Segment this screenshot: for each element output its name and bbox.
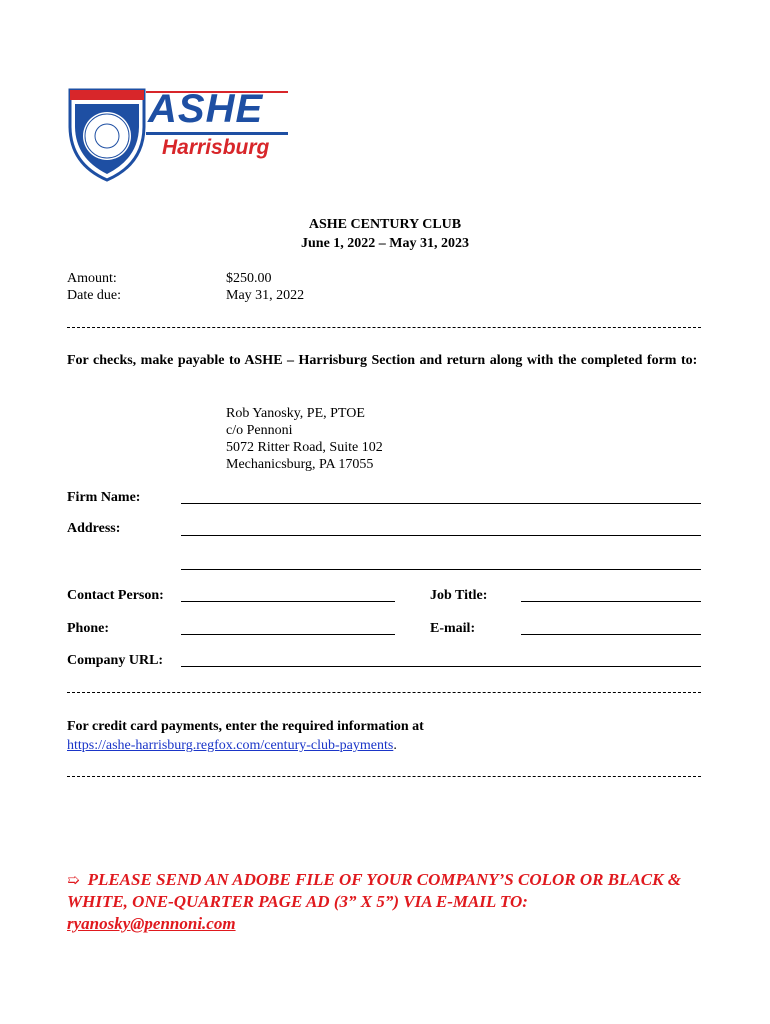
ad-notice xyxy=(67,869,717,935)
job-title-field[interactable] xyxy=(521,601,701,602)
payment-link[interactable]: https://ashe-harrisburg.regfox.com/century-club-payments xyxy=(67,738,394,753)
check-instructions: For checks, make payable to ASHE – Harrisburg Section and return along with the completed form to: xyxy=(67,353,698,368)
firm-name-field[interactable] xyxy=(181,503,701,504)
page-title: ASHE CENTURY CLUB xyxy=(308,217,462,232)
address-line: 5072 Ritter Road, Suite 102 xyxy=(226,440,383,455)
due-date-label: Date due: xyxy=(67,288,122,303)
amount-value: $250.00 xyxy=(226,271,272,286)
logo-acronym: ASHE xyxy=(148,87,264,131)
section-divider xyxy=(67,692,701,693)
ashe-logo xyxy=(66,86,290,182)
hand-pointing-icon: ➯ xyxy=(67,871,80,889)
credit-card-instructions: For credit card payments, enter the required information at xyxy=(67,719,424,734)
credit-card-link-row xyxy=(67,737,397,754)
amount-label: Amount: xyxy=(67,271,117,286)
due-date-value: May 31, 2022 xyxy=(226,288,305,303)
address-label: Address: xyxy=(67,521,121,536)
shield-seal-icon xyxy=(66,86,148,182)
mailing-address xyxy=(226,405,383,473)
address-line: Rob Yanosky, PE, PTOE xyxy=(226,406,365,421)
phone-field[interactable] xyxy=(181,634,395,635)
address-line: c/o Pennoni xyxy=(226,423,293,438)
company-url-field[interactable] xyxy=(181,666,701,667)
link-suffix: . xyxy=(393,738,397,753)
page-subtitle: June 1, 2022 – May 31, 2023 xyxy=(301,236,469,251)
address-field-line-2[interactable] xyxy=(181,569,701,570)
company-url-label: Company URL: xyxy=(67,653,164,668)
address-line: Mechanicsburg, PA 17055 xyxy=(226,457,374,472)
email-label: E-mail: xyxy=(430,621,476,636)
firm-name-label: Firm Name: xyxy=(67,490,141,505)
section-divider xyxy=(67,327,701,328)
contact-person-field[interactable] xyxy=(181,601,395,602)
section-divider xyxy=(67,776,701,777)
phone-label: Phone: xyxy=(67,621,109,636)
notice-email-link[interactable]: ryanosky@pennoni.com xyxy=(67,914,236,933)
ad-notice-text: PLEASE SEND AN ADOBE FILE OF YOUR COMPANY’S COLOR OR BLACK & WHITE, ONE-QUARTER PAGE AD (3” X 5”) VIA E-MAIL TO: xyxy=(67,870,681,911)
contact-person-label: Contact Person: xyxy=(67,588,164,603)
address-field-line-1[interactable] xyxy=(181,535,701,536)
logo-chapter: Harrisburg xyxy=(162,136,270,159)
job-title-label: Job Title: xyxy=(430,588,488,603)
email-field[interactable] xyxy=(521,634,701,635)
